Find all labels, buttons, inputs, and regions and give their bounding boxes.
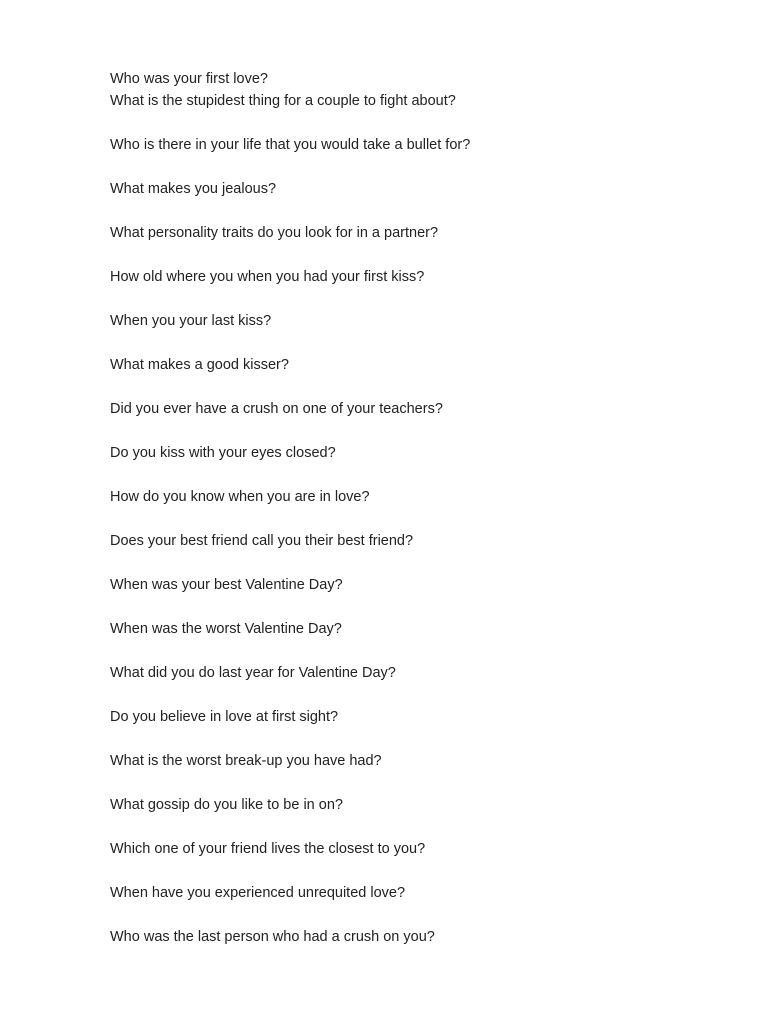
question-line: How old where you when you had your first kiss?: [110, 269, 425, 285]
question-line: What makes a good kisser?: [110, 357, 289, 373]
question-line: When was your best Valentine Day?: [110, 577, 343, 593]
question-line: When have you experienced unrequited love?: [110, 885, 406, 901]
question-line: What did you do last year for Valentine Day?: [110, 665, 396, 681]
question-line: Did you ever have a crush on one of your teachers?: [110, 401, 443, 417]
question-line: When you your last kiss?: [110, 313, 272, 329]
question-line: How do you know when you are in love?: [110, 489, 370, 505]
question-line: What is the stupidest thing for a couple to fight about?: [110, 93, 456, 109]
question-line: What personality traits do you look for in a partner?: [110, 225, 439, 241]
question-line: Does your best friend call you their best friend?: [110, 533, 414, 549]
question-line: Do you kiss with your eyes closed?: [110, 445, 336, 461]
question-line: What makes you jealous?: [110, 181, 277, 197]
question-line: Who was the last person who had a crush on you?: [110, 929, 435, 945]
question-line: What is the worst break-up you have had?: [110, 753, 382, 769]
question-line: What gossip do you like to be in on?: [110, 797, 343, 813]
question-list: [110, 69, 730, 971]
question-line: Who is there in your life that you would take a bullet for?: [110, 137, 471, 153]
question-line: Who was your first love?: [110, 71, 268, 87]
question-line: Which one of your friend lives the closest to you?: [110, 841, 426, 857]
question-line: When was the worst Valentine Day?: [110, 621, 342, 637]
question-line: Do you believe in love at first sight?: [110, 709, 339, 725]
